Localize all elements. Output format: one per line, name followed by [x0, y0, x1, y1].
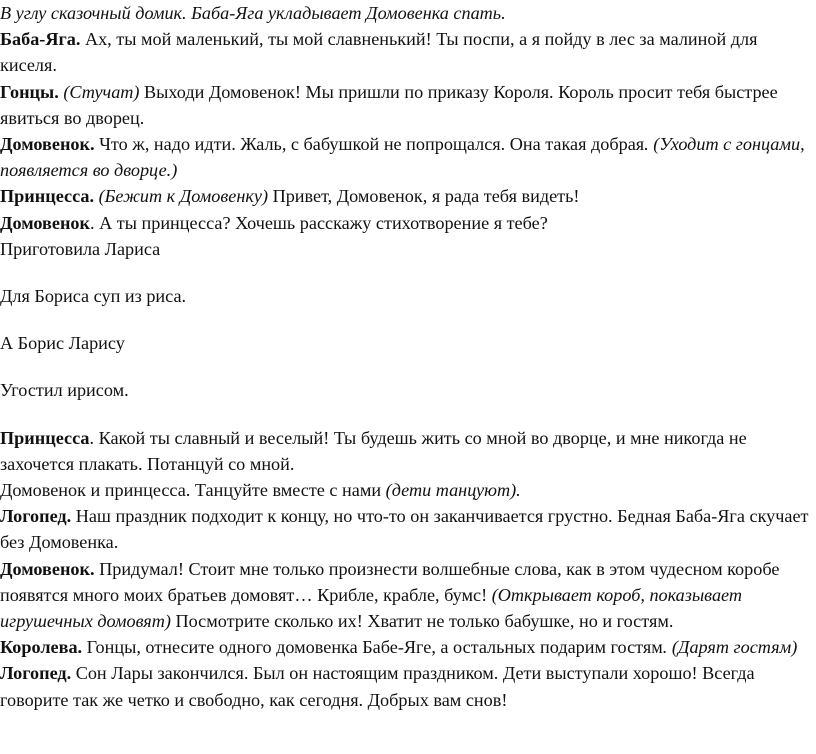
stage-direction: (Стучат): [63, 81, 140, 102]
paragraph-spacer: [0, 309, 816, 330]
speaker-name: Логопед.: [0, 506, 72, 527]
paragraph: [0, 79, 816, 131]
stage-direction: . (Уходит с гонцами, появляется во дворце.): [0, 134, 805, 181]
speaker-name: Принцесса: [0, 427, 90, 448]
stage-direction: (Бежит к Домовенку): [98, 186, 269, 207]
paragraph: [0, 660, 816, 712]
paragraph: [0, 330, 816, 356]
dialogue-text: . Какой ты славный и веселый! Ты будешь жить со мной во дворце, и мне никогда не захочется плакать. Потанцуй со мной.: [0, 427, 747, 474]
dialogue-text: Ах, ты мой маленький, ты мой славненький! Ты поспи, а я пойду в лес за малиной для киселя.: [0, 29, 758, 76]
dialogue-text: Придумал! Стоит мне только произнести волшебные слова, как в этом чудесном коробе появятся много моих братьев домовят… Крибле, крабле, бумс!: [0, 558, 780, 605]
paragraph-spacer: [0, 356, 816, 377]
paragraph: [0, 503, 816, 555]
speaker-name: Логопед.: [0, 663, 72, 684]
stage-direction: В углу сказочный домик. Баба-Яга укладывает Домовенка спать.: [0, 3, 506, 23]
stage-direction: . (Дарят гостям): [662, 637, 798, 658]
dialogue-text: Выходи Домовенок! Мы пришли по приказу Короля. Король просит тебя быстрее явиться во дворец.: [0, 81, 778, 128]
speaker-name: Домовенок.: [0, 558, 95, 579]
speaker-name: Баба-Яга.: [0, 29, 81, 50]
paragraph: [0, 556, 816, 635]
dialogue-text: . А ты принцесса? Хочешь расскажу стихотворение я тебе?: [90, 212, 548, 233]
dialogue-text: Для Бориса суп из риса.: [0, 286, 187, 307]
paragraph: [0, 210, 816, 236]
dialogue-text: Сон Лары закончился. Был он настоящим праздником. Дети выступали хорошо! Всегда говорите так же четко и свободно, как сегодня. Добрых вам снов!: [0, 663, 755, 710]
dialogue-text: Домовенок и принцесса. Танцуйте вместе с нами: [0, 480, 386, 501]
stage-direction: (Открывает короб, показывает игрушечных домовят): [0, 584, 743, 632]
paragraph: [0, 477, 816, 503]
paragraph: [0, 26, 816, 78]
speaker-name: Принцесса.: [0, 186, 95, 207]
dialogue-text: Гонцы, отнесите одного домовенка Бабе-Яге, а остальных подарим гостям: [82, 637, 663, 658]
paragraph: [0, 425, 816, 477]
paragraph-spacer: [0, 262, 816, 283]
dialogue-text: Посмотрите сколько их! Хватит не только бабушке, но и гостям.: [170, 611, 674, 632]
dialogue-text: Что ж, надо идти. Жаль, с бабушкой не попрощался. Она такая добрая: [94, 134, 645, 155]
paragraph: [0, 131, 816, 183]
dialogue-text: Привет, Домовенок, я рада тебя видеть!: [268, 186, 580, 207]
dialogue-text: Угостил ирисом.: [0, 380, 129, 401]
paragraph: [0, 183, 816, 209]
paragraph: [0, 634, 816, 660]
paragraph: [0, 236, 816, 262]
speaker-name: Домовенок: [0, 212, 90, 233]
paragraph-spacer: [0, 404, 816, 425]
speaker-name: Королева.: [0, 637, 83, 658]
paragraph: [0, 0, 816, 26]
dialogue-text: Наш праздник подходит к концу, но что-то он заканчивается грустно. Бедная Баба-Яга скучает без Домовенка.: [0, 506, 809, 553]
paragraph: [0, 377, 816, 403]
dialogue-text: А Борис Ларису: [0, 333, 125, 354]
speaker-name: Гонцы.: [0, 81, 59, 102]
dialogue-text: Приготовила Лариса: [0, 238, 161, 259]
speaker-name: Домовенок.: [0, 134, 95, 155]
paragraph: [0, 283, 816, 309]
stage-direction: (дети танцуют).: [385, 480, 521, 501]
